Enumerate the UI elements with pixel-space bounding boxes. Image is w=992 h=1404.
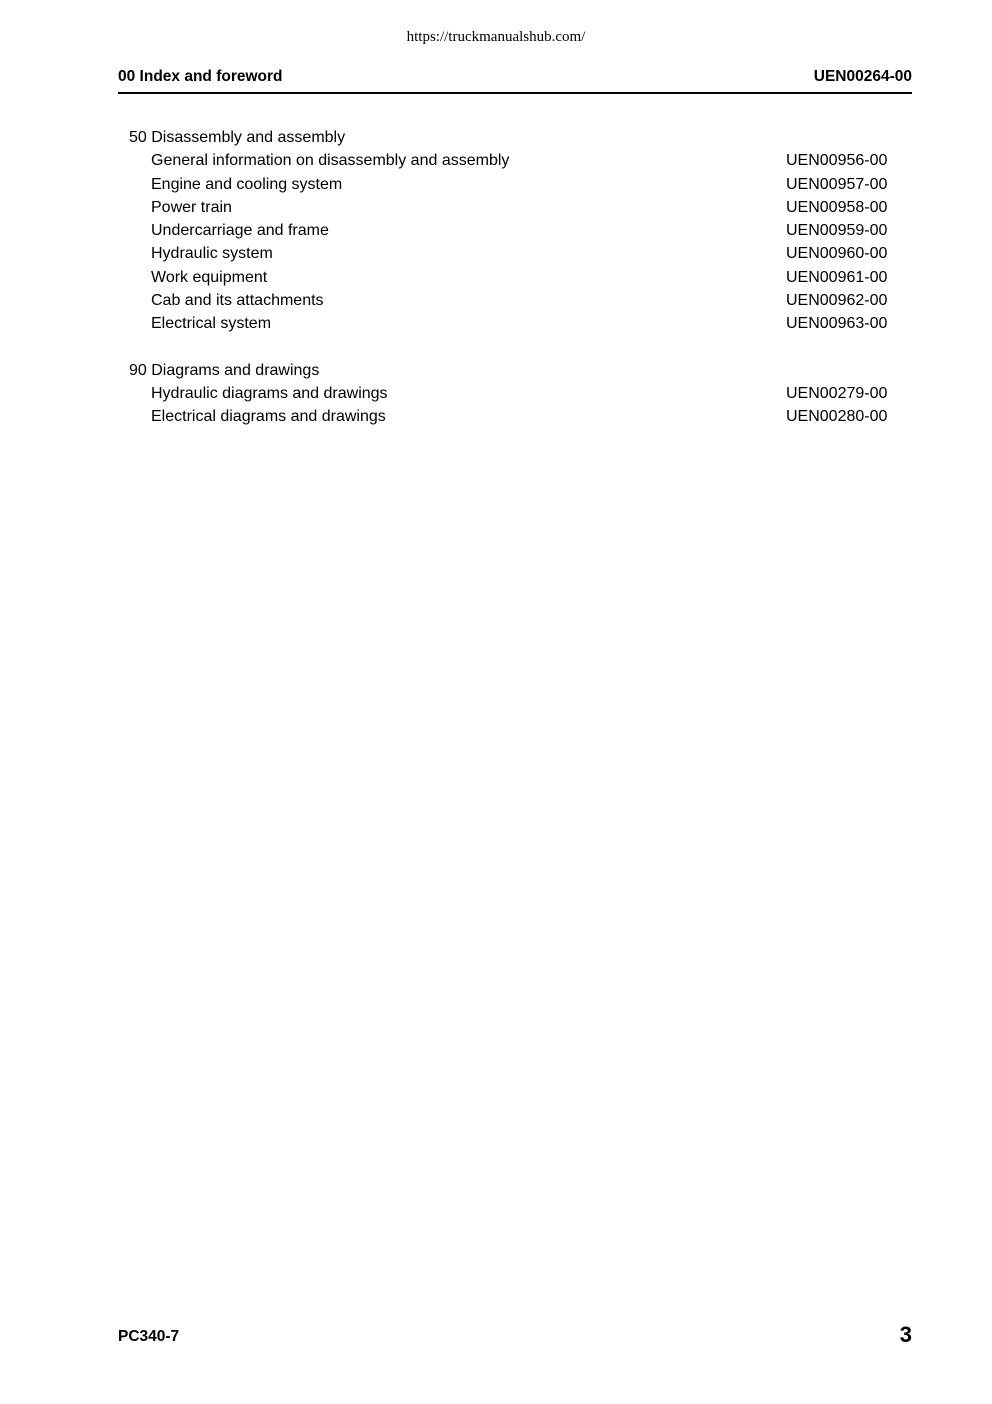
toc-entry-label: Hydraulic system	[151, 245, 273, 263]
toc-entry-label: Work equipment	[151, 268, 268, 286]
toc-entry-code: UEN00279-00	[786, 384, 888, 402]
toc-section-title: 50 Disassembly and assembly	[129, 129, 346, 146]
toc-entry	[118, 382, 912, 405]
toc-entry-code: UEN00963-00	[786, 315, 888, 333]
toc-entry-label: Engine and cooling system	[151, 175, 343, 193]
toc-entry-label: Cab and its attachments	[151, 292, 324, 310]
toc-entry-code: UEN00958-00	[786, 198, 888, 216]
toc-section-diagrams	[118, 359, 912, 429]
header-section-title: 00 Index and foreword	[118, 68, 283, 85]
footer-model: PC340-7	[118, 1328, 180, 1345]
toc-entry-label: General information on disassembly and assembly	[151, 152, 510, 170]
toc-entry-label: Electrical system	[151, 315, 272, 333]
toc-entry-label: Electrical diagrams and drawings	[151, 408, 386, 426]
toc-entry-label: Undercarriage and frame	[151, 222, 329, 240]
toc-entry-code: UEN00960-00	[786, 245, 888, 263]
table-of-contents	[118, 126, 912, 452]
toc-entry-label: Hydraulic diagrams and drawings	[151, 384, 388, 402]
toc-entry	[118, 405, 912, 428]
toc-entry-code: UEN00962-00	[786, 292, 888, 310]
toc-entry	[118, 312, 912, 335]
toc-entry-label: Power train	[151, 198, 232, 216]
toc-entry-code: UEN00280-00	[786, 408, 888, 426]
toc-section-title: 90 Diagrams and drawings	[129, 361, 320, 379]
toc-entry	[118, 173, 912, 196]
toc-entry	[118, 149, 912, 172]
toc-entry	[118, 242, 912, 265]
toc-entry-code: UEN00957-00	[786, 175, 888, 193]
toc-entry	[118, 289, 912, 312]
toc-section-disassembly	[118, 126, 912, 336]
toc-entry	[118, 266, 912, 289]
page-header	[118, 67, 912, 87]
toc-entry-code: UEN00961-00	[786, 268, 888, 286]
page-number: 3	[899, 1322, 912, 1347]
toc-entry	[118, 219, 912, 242]
watermark-url: https://truckmanualshub.com/	[406, 29, 586, 45]
header-doc-code: UEN00264-00	[813, 68, 912, 85]
toc-entry-code: UEN00959-00	[786, 222, 888, 240]
toc-entry-code: UEN00956-00	[786, 152, 888, 170]
header-rule	[118, 92, 912, 94]
toc-entry	[118, 196, 912, 219]
